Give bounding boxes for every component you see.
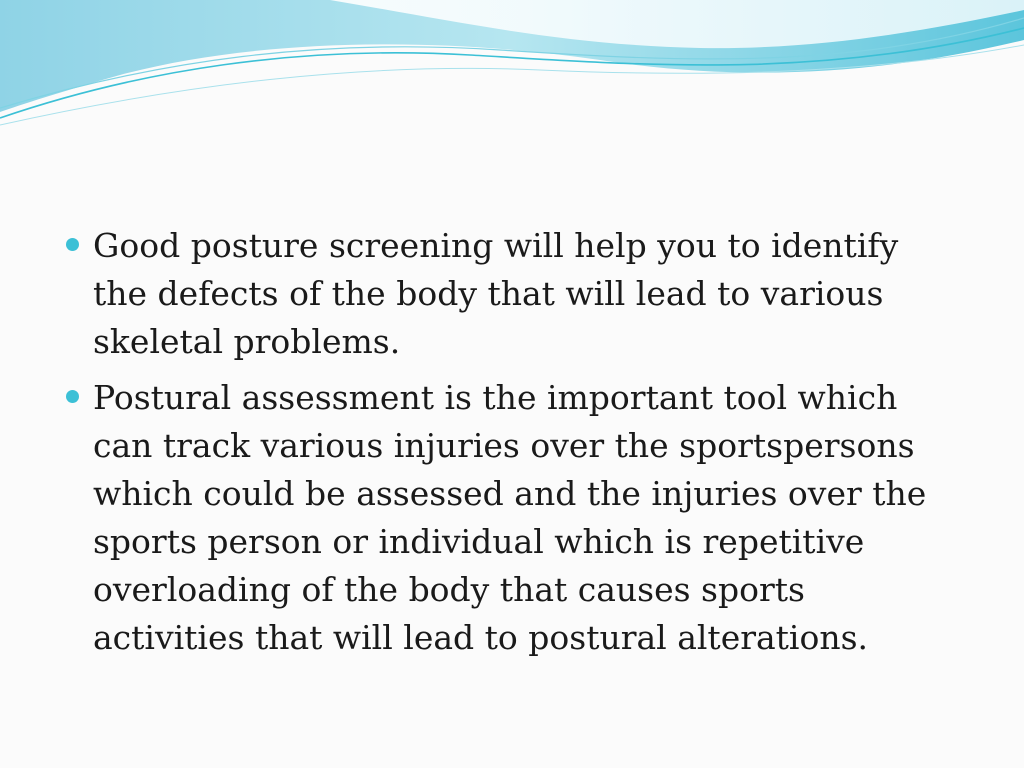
bullet-text: Postural assessment is the important tool which can track various injuries over the sportspersons which could be assessed and the injuries over the sports person or individual which is repetitive overloading of the body that causes sports activities that will lead to postural alterations.: [93, 378, 927, 657]
bullet-list: [62, 222, 962, 662]
bullet-item: [62, 374, 962, 662]
slide-content: [62, 222, 962, 670]
bullet-text: Good posture screening will help you to identify the defects of the body that will lead to various skeletal problems.: [93, 226, 899, 361]
circle-bullet-icon: [66, 390, 79, 403]
circle-bullet-icon: [66, 238, 79, 251]
bullet-item: [62, 222, 962, 366]
wave-header-decoration: [0, 0, 1024, 130]
